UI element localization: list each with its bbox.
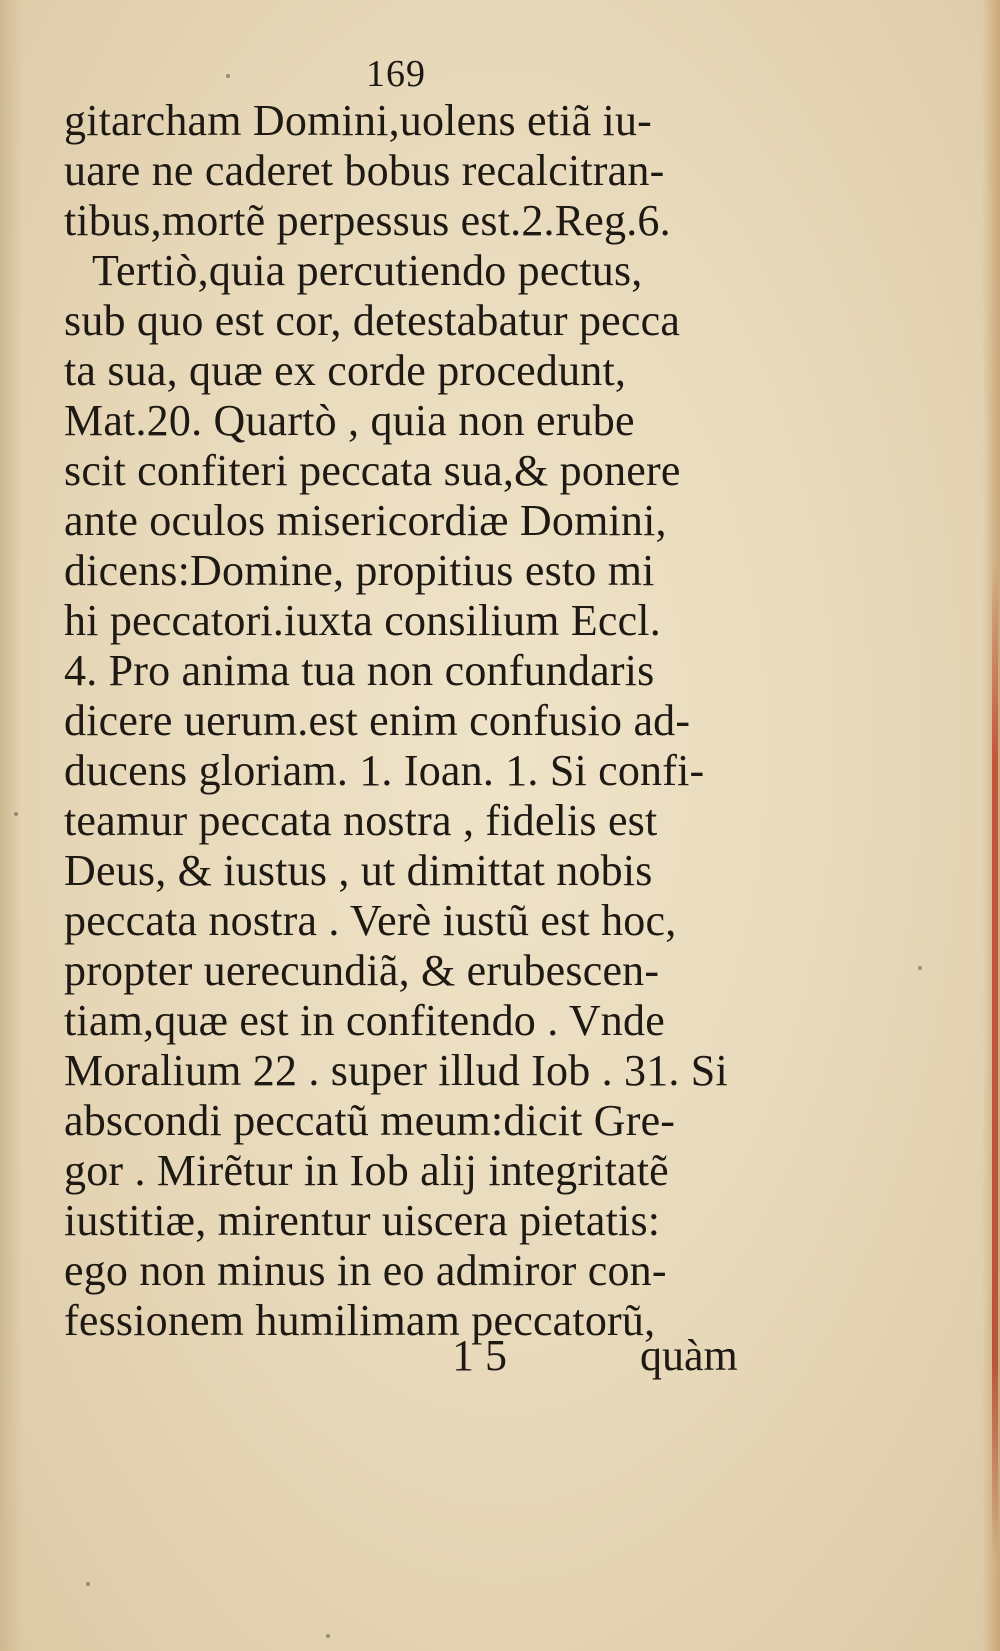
text-line: Moralium 22 . super illud Iob . 31. Si: [64, 1046, 728, 1095]
paper-speck: [326, 1634, 330, 1638]
page-number: 169: [366, 53, 426, 95]
text-line: propter uerecundiã, & erubescen-: [64, 946, 660, 995]
text-line: ta sua, quæ ex corde procedunt,: [64, 346, 627, 395]
paper-speck: [918, 966, 922, 970]
text-line: peccata nostra . Verè iustũ est hoc,: [64, 896, 677, 945]
signature-mark: 1 5: [452, 1331, 507, 1380]
text-line: Mat.20. Quartò , quia non erube: [64, 396, 635, 445]
text-line: scit confiteri peccata sua,& ponere: [64, 446, 681, 495]
text-line: tibus,mortẽ perpessus est.2.Reg.6.: [64, 196, 671, 245]
text-line: fessionem humilimam peccatorũ,: [64, 1296, 656, 1345]
text-line: iustitiæ, mirentur uiscera pietatis:: [64, 1196, 661, 1245]
text-line: gor . Mirẽtur in Iob alij integritatẽ: [64, 1146, 669, 1195]
text-line: dicens:Domine, propitius esto mi: [64, 546, 655, 595]
text-line: Tertiò,quia percutiendo pectus,: [92, 246, 643, 295]
text-line: Deus, & iustus , ut dimittat nobis: [64, 846, 653, 895]
text-line: sub quo est cor, detestabatur pecca: [64, 296, 681, 345]
text-block: [64, 96, 764, 1346]
paper-speck: [226, 74, 230, 78]
text-line: 4. Pro anima tua non confundaris: [64, 646, 655, 695]
paper-speck: [86, 1582, 90, 1586]
text-line: ante oculos misericordiæ Domini,: [64, 496, 667, 545]
text-line: hi peccatori.iuxta consilium Eccl.: [64, 596, 661, 645]
text-line: teamur peccata nostra , fidelis est: [64, 796, 658, 845]
text-line: abscondi peccatũ meum:dicit Gre-: [64, 1096, 676, 1145]
text-line: ego non minus in eo admiror con-: [64, 1246, 667, 1295]
text-line: tiam,quæ est in confitendo . Vnde: [64, 996, 665, 1045]
text-line: dicere uerum.est enim confusio ad-: [64, 696, 691, 745]
text-line: ducens gloriam. 1. Ioan. 1. Si confi-: [64, 746, 705, 795]
catchword: quàm: [640, 1331, 738, 1380]
text-line: gitarcham Domini,uolens etiã iu-: [64, 96, 653, 145]
text-line: uare ne caderet bobus recalcitran-: [64, 146, 665, 195]
gutter-shadow: [0, 0, 22, 1651]
paper-speck: [14, 812, 18, 816]
red-page-edge: [992, 560, 998, 1560]
